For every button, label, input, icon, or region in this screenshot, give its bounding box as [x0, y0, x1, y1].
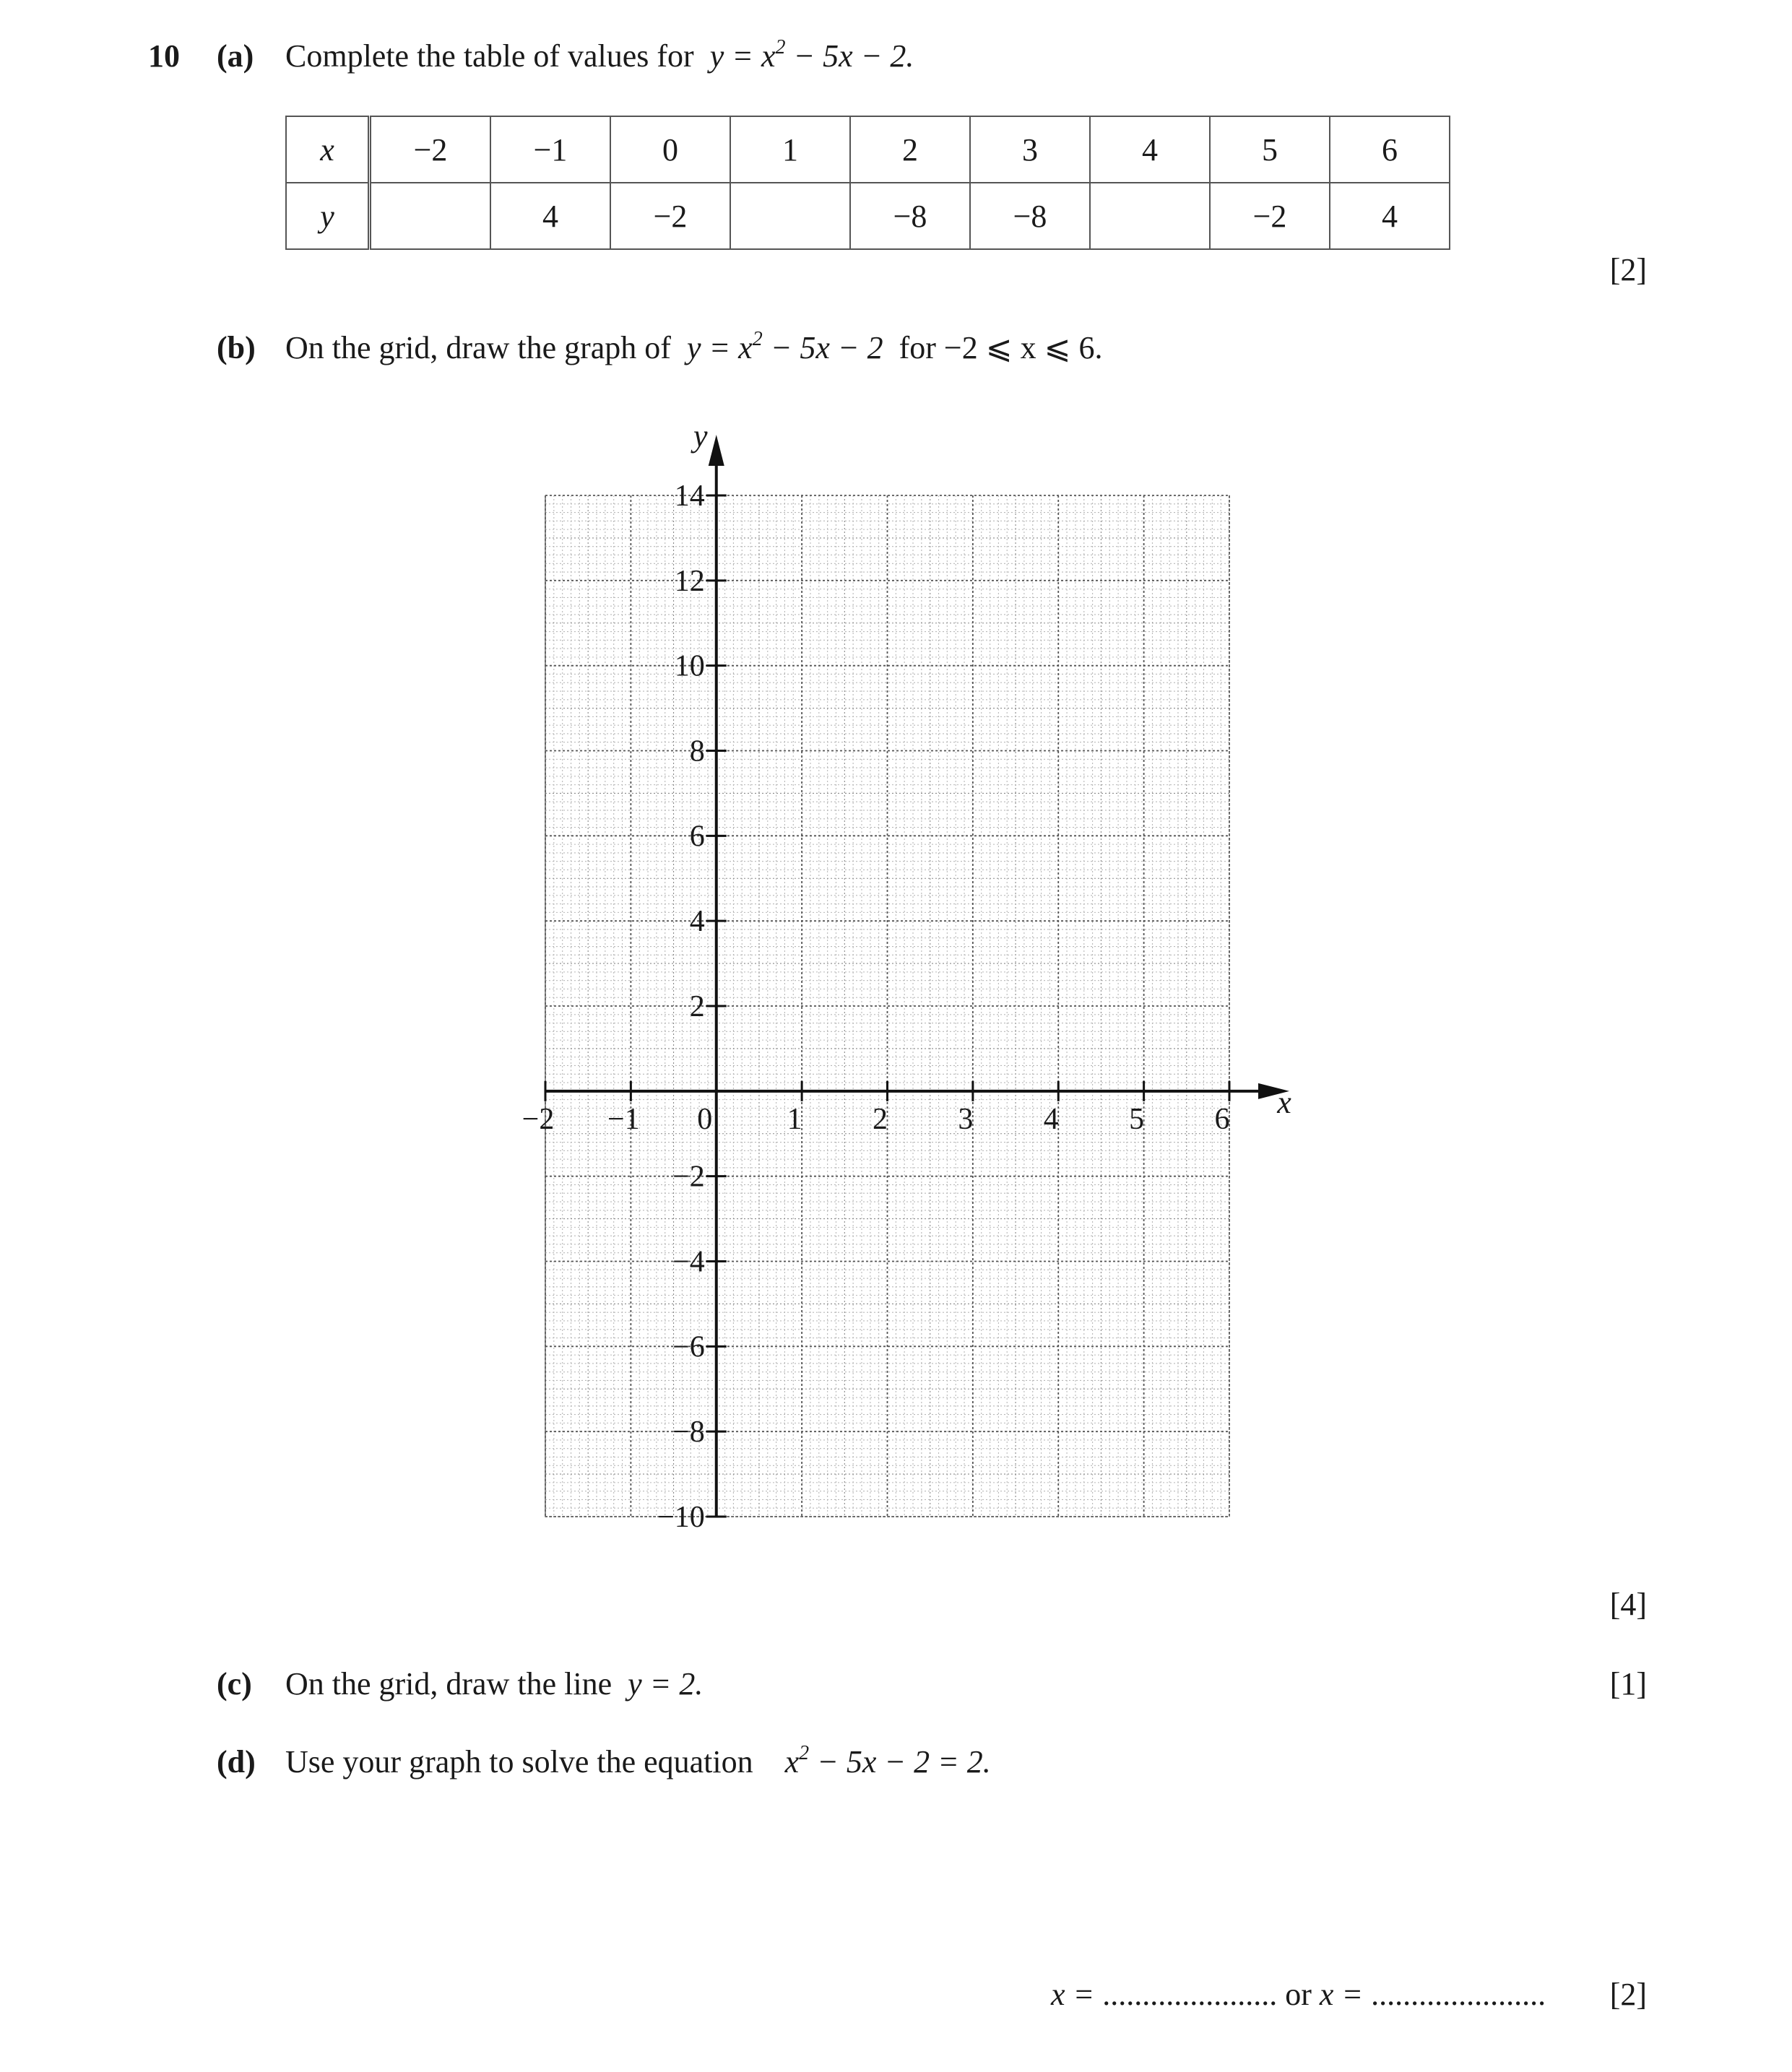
- table-cell-y: 4: [1330, 183, 1450, 249]
- y-tick-label: −8: [672, 1416, 705, 1449]
- part-c-equation: y = 2.: [628, 1666, 704, 1702]
- part-d-text: Use your graph to solve the equation: [285, 1744, 753, 1780]
- table-cell-x: 2: [850, 116, 970, 183]
- answer-field-2[interactable]: ......................: [1371, 1977, 1546, 2012]
- y-tick-label: 12: [674, 564, 705, 598]
- part-a-marks: [2]: [1609, 252, 1647, 287]
- table-cell-x: 4: [1090, 116, 1210, 183]
- answer-or: or: [1285, 1977, 1312, 2012]
- part-d-instruction: [285, 1742, 991, 1780]
- y-tick-label: 14: [674, 480, 705, 513]
- table-cell-x: −2: [370, 116, 491, 183]
- x-tick-label: 0: [697, 1102, 713, 1136]
- part-c-text: On the grid, draw the line: [285, 1666, 613, 1702]
- part-b-range: for −2 ⩽ x ⩽ 6.: [899, 330, 1103, 365]
- part-d-equation: $x^2 - 5x - 2 = 2$.: [784, 1742, 991, 1780]
- x-tick-label: 6: [1214, 1102, 1230, 1136]
- part-b-text: On the grid, draw the graph of: [285, 330, 671, 365]
- y-tick-label: 6: [689, 820, 705, 854]
- table-cell-x: 6: [1330, 116, 1450, 183]
- table-cell-y: −2: [610, 183, 730, 249]
- table-header-x: x: [286, 116, 370, 183]
- table-header-y: y: [286, 183, 370, 249]
- y-tick-label: −10: [657, 1501, 705, 1534]
- y-tick-label: −2: [672, 1160, 705, 1194]
- y-tick-label: −4: [672, 1245, 705, 1279]
- part-b-equation: $y = x^2 - 5x - 2$: [686, 328, 883, 365]
- part-a-equation: $y = x^2 - 5x - 2$.: [709, 36, 914, 74]
- part-a-text: Complete the table of values for: [285, 38, 694, 74]
- x-tick-label: 5: [1129, 1102, 1145, 1136]
- part-b-label: (b): [217, 330, 256, 365]
- part-c-marks: [1]: [1609, 1666, 1647, 1702]
- answer-prefix-2: x =: [1319, 1977, 1364, 2012]
- table-cell-x: 0: [610, 116, 730, 183]
- table-cell-y: −2: [1210, 183, 1330, 249]
- x-tick-label: −1: [607, 1102, 640, 1136]
- part-c-label: (c): [217, 1666, 252, 1702]
- table-cell-x: 3: [970, 116, 1090, 183]
- answer-prefix-1: x =: [1051, 1977, 1095, 2012]
- y-axis-label: y: [693, 418, 708, 454]
- table-cell-x: 1: [730, 116, 850, 183]
- y-tick-label: 2: [689, 990, 705, 1023]
- question-number: 10: [148, 38, 180, 74]
- answer-line: [1051, 1979, 1546, 2011]
- x-tick-label: 2: [873, 1102, 888, 1136]
- x-tick-label: 3: [958, 1102, 974, 1136]
- table-cell-y: 4: [490, 183, 610, 249]
- x-tick-label: 4: [1043, 1102, 1059, 1136]
- part-d-label: (d): [217, 1744, 256, 1780]
- x-tick-label: −2: [521, 1102, 555, 1136]
- part-d-marks: [2]: [1609, 1977, 1647, 2012]
- table-cell-y: −8: [970, 183, 1090, 249]
- y-axis-arrow-icon: [709, 435, 724, 466]
- table-cell-y: −8: [850, 183, 970, 249]
- table-cell-x: −1: [490, 116, 610, 183]
- axis-tick-labels: [522, 418, 1292, 1534]
- y-tick-label: 8: [689, 734, 705, 768]
- answer-field-1[interactable]: ......................: [1102, 1977, 1278, 2012]
- y-tick-label: 4: [689, 905, 705, 939]
- x-axis-label: x: [1277, 1084, 1291, 1120]
- part-c-instruction: [285, 1668, 703, 1700]
- table-cell-x: 5: [1210, 116, 1330, 183]
- part-a-label: (a): [217, 38, 254, 74]
- x-tick-label: 1: [787, 1102, 802, 1136]
- y-tick-label: −6: [672, 1330, 705, 1364]
- part-b-marks: [4]: [1609, 1587, 1647, 1622]
- y-tick-label: 10: [674, 649, 705, 683]
